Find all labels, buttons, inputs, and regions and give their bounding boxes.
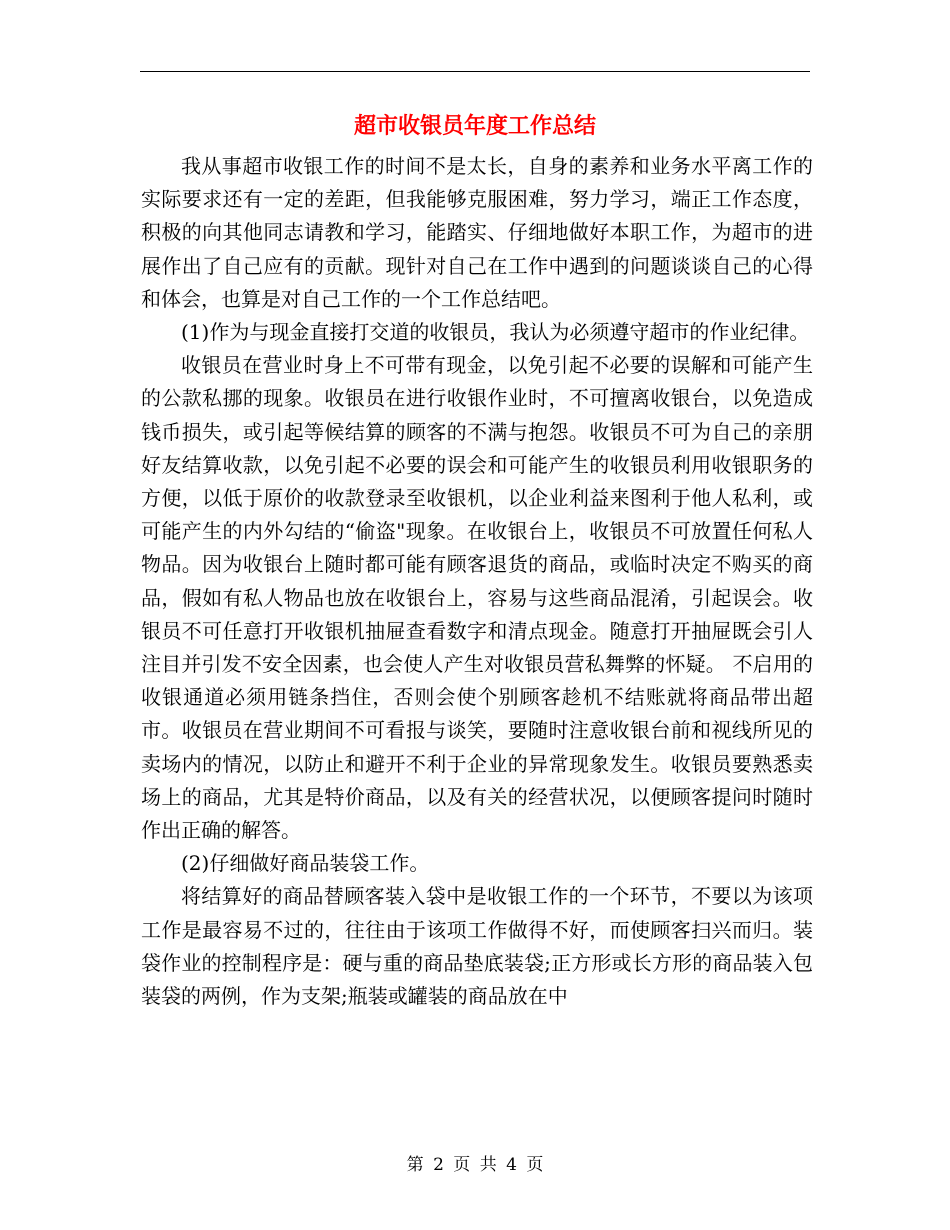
document-body [141, 150, 813, 1013]
paragraph-intro: 我从事超市收银工作的时间不是太长，自身的素养和业务水平离工作的实际要求还有一定的差距，但我能够克服困难，努力学习，端正工作态度，积极的向其他同志请教和学习，能踏实、仔细地做好本职工作，为超市的进展作出了自己应有的贡献。现针对自己在工作中遇到的问题谈谈自己的心得和体会，也算是对自己工作的一个工作总结吧。 [141, 154, 813, 311]
paragraph-discipline: 收银员在营业时身上不可带有现金，以免引起不必要的误解和可能产生的公款私挪的现象。收银员在进行收银作业时，不可擅离收银台，以免造成钱币损失，或引起等候结算的顾客的不满与抱怨。收银员不可为自己的亲朋好友结算收款，以免引起不必要的误会和可能产生的收银员利用收银职务的方便，以低于原价的收款登录至收银机，以企业利益来图利于他人私利，或可能产生的内外勾结的“偷盗"现象。在收银台上，收银员不可放置任何私人物品。因为收银台上随时都可能有顾客退货的商品，或临时决定不购买的商品，假如有私人物品也放在收银台上，容易与这些商品混淆，引起误会。收银员不可任意打开收银机抽屉查看数字和清点现金。随意打开抽屉既会引人注目并引发不安全因素，也会使人产生对收银员营私舞弊的怀疑。 不启用的收银通道必须用链条挡住，否则会使个别顾客趁机不结账就将商品带出超市。收银员在营业期间不可看报与谈笑，要随时注意收银台前和视线所见的卖场内的情况，以防止和避开不利于企业的异常现象发生。收银员要熟悉卖场上的商品，尤其是特价商品，以及有关的经营状况，以便顾客提问时随时作出正确的解答。 [141, 353, 813, 843]
paragraph-bagging: 将结算好的商品替顾客装入袋中是收银工作的一个环节，不要以为该项工作是最容易不过的，往往由于该项工作做得不好，而使顾客扫兴而归。装袋作业的控制程序是：硬与重的商品垫底装袋;正方形或长方形的商品装入包装袋的两例，作为支架;瓶装或罐装的商品放在中 [141, 884, 813, 1009]
header-rule [140, 71, 810, 72]
page-number: 第 2 页 共 4 页 [406, 1155, 544, 1175]
paragraph-heading-2: (2)仔细做好商品装袋工作。 [181, 851, 430, 876]
document-title: 超市收银员年度工作总结 [353, 113, 596, 139]
paragraph-heading-1: (1)作为与现金直接打交道的收银员，我认为必须遵守超市的作业纪律。 [181, 320, 810, 345]
